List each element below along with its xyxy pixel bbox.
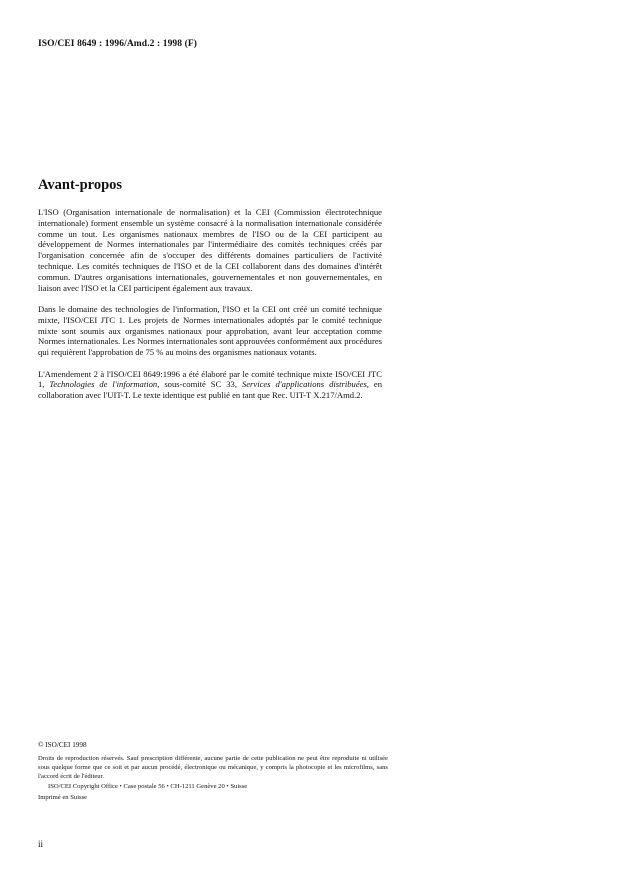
copyright-notice: © ISO/CEI 1998 (38, 741, 87, 749)
amendment-text-1: L'Amendement 2 à l'ISO/CEI 8649:1996 a été élaboré par le comité technique mixte ISO/CEI JTC 1, (38, 368, 382, 390)
rights-statement: Droits de reproduction réservés. Sauf prescription différente, aucune partie de cette publication ne peut être reproduite ni utilisée sous quelque forme que ce soit et par aucun procédé, électronique ou mécanique, y compris la photocopie et les microfilms, sans l'accord écrit de l'éditeur. (38, 754, 388, 780)
section-title: Avant-propos (38, 177, 123, 193)
amendment-text-2: , sous-comité SC 33, (157, 379, 242, 390)
paragraph-organisations: L'ISO (Organisation internationale de normalisation) et la CEI (Commission électrotechnique internationale) forment ensemble un système consacré à la normalisation internationale considérée comme un tout. Les organismes nationaux membres de l'ISO ou de la CEI participent au développement de Normes internationales par l'intermédiaire des comités techniques créés par l'organisation concernée afin de s'occuper des différents domaines particuliers de l'activité technique. Les comités techniques de l'ISO et de la CEI collaborent dans des domaines d'intérêt commun. D'autres organisations internationales, gouvernementales et non gouvernementales, en liaison avec l'ISO et la CEI participent également aux travaux. (38, 207, 382, 293)
amendment-italic-1: Technologies de l'information (49, 379, 158, 390)
copyright-footer (38, 741, 388, 802)
page-number: ii (38, 839, 44, 849)
copyright-office-address: ISO/CEI Copyright Office • Case postale 56 • CH-1211 Genève 20 • Suisse (48, 782, 248, 790)
document-identifier: ISO/CEI 8649 : 1996/Amd.2 : 1998 (F) (38, 39, 198, 49)
paragraph-jtc1: Dans le domaine des technologies de l'information, l'ISO et la CEI ont créé un comité technique mixte, l'ISO/CEI JTC 1. Les projets de Normes internationales adoptés par le comité technique mixte sont soumis aux organismes nationaux pour approbation, avant leur acceptation comme Normes internationales. Les Normes internationales sont approuvées conformément aux procédures qui requièrent l'approbation de 75 % au moins des organismes nationaux votants. (38, 303, 382, 358)
paragraph-amendment (38, 369, 382, 401)
amendment-text-3: , en collaboration avec l'UIT-T. Le texte identique est publié en tant que Rec. UIT-T X.217/Amd.2. (38, 379, 382, 401)
foreword-body (38, 207, 382, 412)
amendment-italic-2: Services d'applications distribuées (241, 379, 367, 390)
printed-in: Imprimé en Suisse (38, 793, 88, 801)
